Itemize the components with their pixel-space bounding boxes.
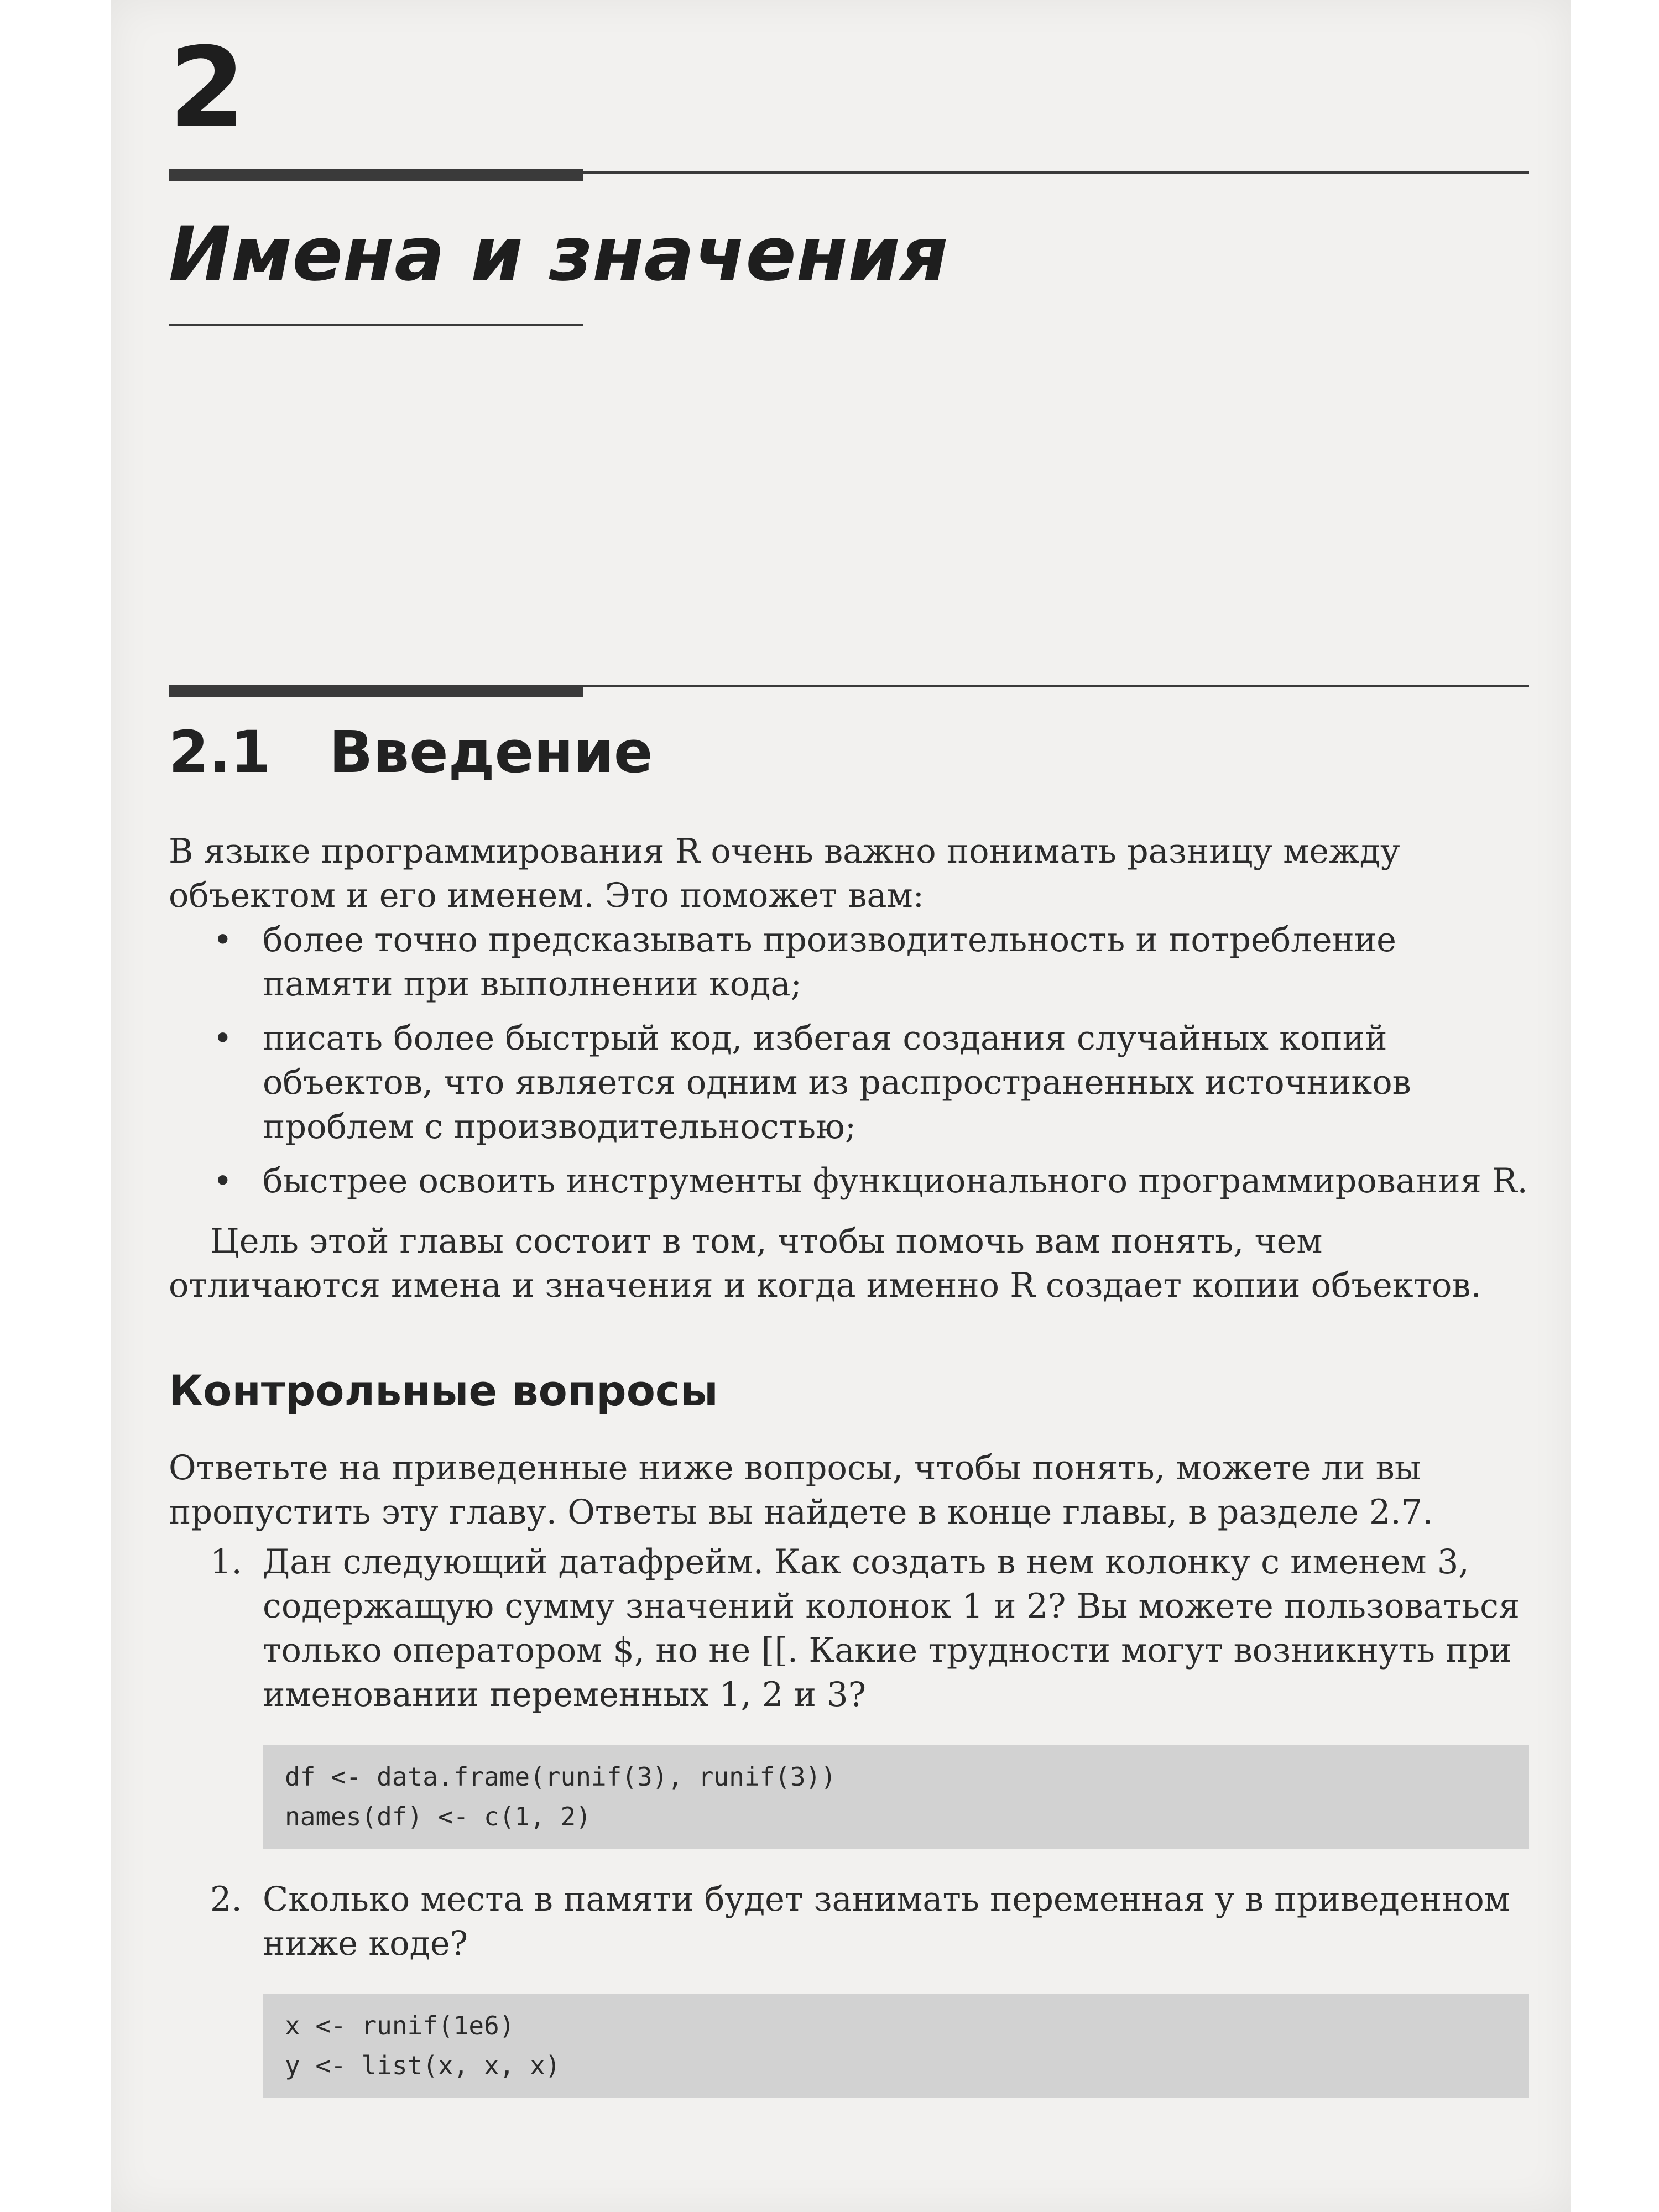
code-line: y <- list(x, x, x) bbox=[285, 2051, 561, 2080]
list-item-text: писать более быстрый код, избегая создания случайных копий объектов, что является одним из распространенных источников проблем с производительностью; bbox=[263, 1019, 1411, 1146]
goal-paragraph: Цель этой главы состоит в том, чтобы помочь вам понять, чем отличаются имена и значения и когда именно R создает копии объектов. bbox=[169, 1222, 1481, 1305]
question-text: Дан следующий датафрейм. Как создать в нем колонку с именем 3, содержащую сумму значений колонок 1 и 2? Вы можете пользоваться только оператором $, но не [[. Какие трудности могут возникнуть при именовании переменных 1, 2 и 3? bbox=[263, 1543, 1520, 1714]
chapter-number: 2 bbox=[169, 24, 246, 153]
question-2 bbox=[169, 1877, 1529, 1966]
chapter-rule-thin bbox=[169, 171, 1529, 174]
code-block-2 bbox=[263, 1994, 1529, 2098]
code-block-1 bbox=[263, 1745, 1529, 1849]
section-number: 2.1 bbox=[169, 718, 271, 786]
code-line: names(df) <- c(1, 2) bbox=[285, 1802, 591, 1832]
section-heading bbox=[169, 713, 653, 791]
question-text: Сколько места в памяти будет занимать переменная y в приведенном ниже коде? bbox=[263, 1880, 1510, 1963]
question-number: 2. bbox=[210, 1880, 242, 1919]
bullet-icon: • bbox=[213, 1019, 233, 1058]
list-item bbox=[169, 1016, 1529, 1149]
section-rule-thin bbox=[169, 685, 1529, 687]
chapter-title: Имена и значения bbox=[169, 211, 948, 298]
list-item bbox=[169, 1159, 1529, 1203]
section-title: Введение bbox=[329, 718, 653, 786]
chapter-rule-thick bbox=[169, 169, 583, 181]
code-line: x <- runif(1e6) bbox=[285, 2011, 515, 2041]
list-item-text: быстрее освоить инструменты функционального программирования R. bbox=[263, 1162, 1528, 1201]
list-item bbox=[169, 1540, 1529, 1717]
chapter-title-underline bbox=[169, 324, 583, 326]
code-line: df <- data.frame(runif(3), runif(3)) bbox=[285, 1762, 836, 1792]
quiz-heading: Контрольные вопросы bbox=[169, 1366, 718, 1415]
list-item-text: более точно предсказывать производительность и потребление памяти при выполнении кода; bbox=[263, 921, 1396, 1004]
intro-paragraph: В языке программирования R очень важно понимать разницу между объектом и его именем. Это поможет вам: bbox=[169, 832, 1400, 915]
question-number: 1. bbox=[210, 1543, 242, 1582]
quiz-lead: Ответьте на приведенные ниже вопросы, чтобы понять, можете ли вы пропустить эту главу. Ответы вы найдете в конце главы, в разделе 2.7. bbox=[169, 1449, 1433, 1532]
bullet-icon: • bbox=[213, 1162, 233, 1201]
benefits-list bbox=[169, 918, 1529, 1213]
bullet-icon: • bbox=[213, 921, 233, 959]
list-item bbox=[169, 1877, 1529, 1966]
question-1 bbox=[169, 1540, 1529, 1717]
list-item bbox=[169, 918, 1529, 1006]
